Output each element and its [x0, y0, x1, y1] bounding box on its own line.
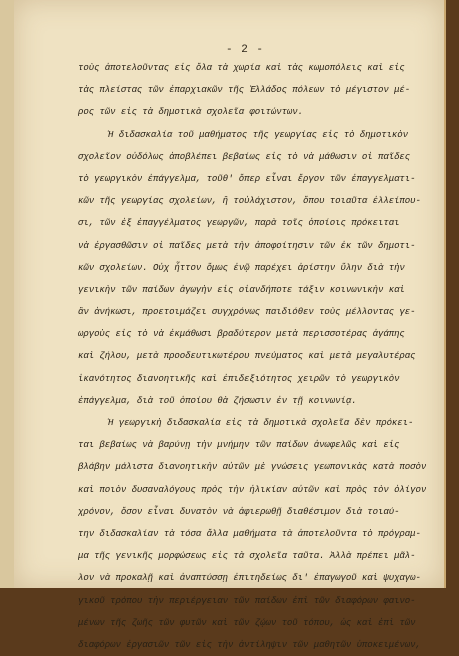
text-line: ωργοὺς εἰς τὸ νὰ ἐκμάθωσι βραδύτερον μετὰ περισσοτέρας ἀγάπης — [78, 328, 405, 340]
text-line: καὶ ζήλου, μετὰ προοδευτικωτέρου πνεύματος καὶ μετὰ μεγαλυτέρας — [78, 350, 416, 362]
text-line: γικοῦ τρόπου τὴν περιέργειαν τῶν παίδων ἐπὶ τῶν διαφόρων φαινο- — [78, 594, 416, 606]
text-line: ται βεβαίως νὰ βαρύνῃ τὴν μνήμην τῶν παίδων ἀνωφελῶς καὶ εἰς — [78, 439, 400, 451]
text-line: ἂν ἀνήκωσι, προετοιμάζει συγχρόνως παιδιόθεν τοὺς μέλλοντας γε- — [78, 306, 416, 318]
text-line: Ἡ γεωργικὴ διδασκαλία εἰς τὰ δημοτικὰ σχολεῖα δὲν πρόκει- — [108, 417, 414, 428]
text-line: σχολεῖον οὐδόλως ἀποβλέπει βεβαίως εἰς τὸ νὰ μάθωσιν οἱ παῖδες — [78, 150, 411, 162]
text-line: κῶν σχολείων. Οὐχ ἧττον ὅμως ἐνῷ παρέχει ἀρίστην ὕλην διὰ τὴν — [78, 261, 405, 273]
body-text — [78, 57, 450, 656]
text-line: βλάβην μάλιστα διανοητικὴν αὐτῶν μὲ γνώσεις γεωπονικὰς κατὰ ποσὸν — [78, 461, 427, 473]
text-line: λον νὰ προκαλῇ καὶ ἀναπτύσσῃ ἐπιτηδείως δι' ἐπαγωγοῦ καὶ ψυχαγω- — [78, 572, 421, 584]
text-line: ρος τῶν εἰς τὰ δημοτικὰ σχολεῖα φοιτώντων. — [78, 106, 304, 118]
text-line: μα τῆς γενικῆς μορφώσεως εἰς τὰ σχολεῖα ταῦτα. Ἀλλὰ πρέπει μᾶλ- — [78, 550, 416, 562]
text-line: κῶν τῆς γεωργίας σχολείων, ἢ τοὐλάχιστον, ὅπου τοιαῦτα ἐλλείπου- — [78, 195, 421, 207]
text-line: καὶ ποιὸν δυσαναλόγους πρὸς τὴν ἡλικίαν αὐτῶν καὶ πρὸς τὸν ὀλίγον — [78, 483, 427, 495]
text-line: σι, τῶν ἐξ ἐπαγγέλματος γεωργῶν, παρὰ τοῖς ὁποίοις πρόκειται — [78, 217, 400, 229]
text-line: γενικὴν τῶν παίδων ἀγωγὴν εἰς οἱανδήποτε τάξιν κοινωνικὴν καὶ — [78, 283, 405, 295]
text-line: ἱκανότητος διανοητικῆς καὶ ἐπιδεξιότητος χειρῶν τὸ γεωργικὸν — [78, 372, 400, 384]
text-line: χρόνον, ὅσον εἶναι δυνατὸν νὰ ἀφιερωθῇ διαθέσιμον διὰ τοιαύ- — [78, 505, 400, 517]
text-line: νὰ ἐργασθῶσιν οἱ παῖδες μετὰ τὴν ἀποφοίτησιν τῶν ἐκ τῶν δημοτι- — [78, 239, 416, 251]
text-line: τὸ γεωργικὸν ἐπάγγελμα, τοῦθ' ὅπερ εἶναι ἔργον τῶν ἐπαγγελματι- — [78, 172, 416, 184]
text-line: τοὺς ἀποτελοῦντας εἰς ὅλα τὰ χωρία καὶ τὰς κωμοπόλεις καὶ εἰς — [78, 62, 405, 73]
binding-edge — [0, 0, 15, 588]
text-line: ἐπάγγελμα, διὰ τοῦ ὁποίου θὰ ζήσωσιν ἐν τῇ κοινωνίᾳ. — [78, 394, 357, 406]
text-line: διαφόρων ἐργασιῶν τῶν εἰς τὴν ἀντίληψιν τῶν μαθητῶν ὑποκειμένων, — [78, 638, 421, 650]
page-number: - 2 - — [226, 44, 265, 56]
text-line: την διδασκαλίαν τὰ τόσα ἄλλα μαθήματα τὰ ἀποτελοῦντα τὸ πρόγραμ- — [78, 527, 421, 539]
text-line: τὰς πλείστας τῶν ἐπαρχιακῶν τῆς Ἑλλάδος πόλεων τὸ μέγιστον μέ- — [78, 84, 411, 96]
text-line: μένων τῆς ζωῆς τῶν φυτῶν καὶ τῶν ζῴων τοῦ τόπου, ὡς καὶ ἐπὶ τῶν — [78, 616, 416, 628]
document-page — [14, 0, 446, 650]
text-line: Ἡ διδασκαλία τοῦ μαθήματος τῆς γεωργίας εἰς τὸ δημοτικὸν — [108, 128, 409, 140]
